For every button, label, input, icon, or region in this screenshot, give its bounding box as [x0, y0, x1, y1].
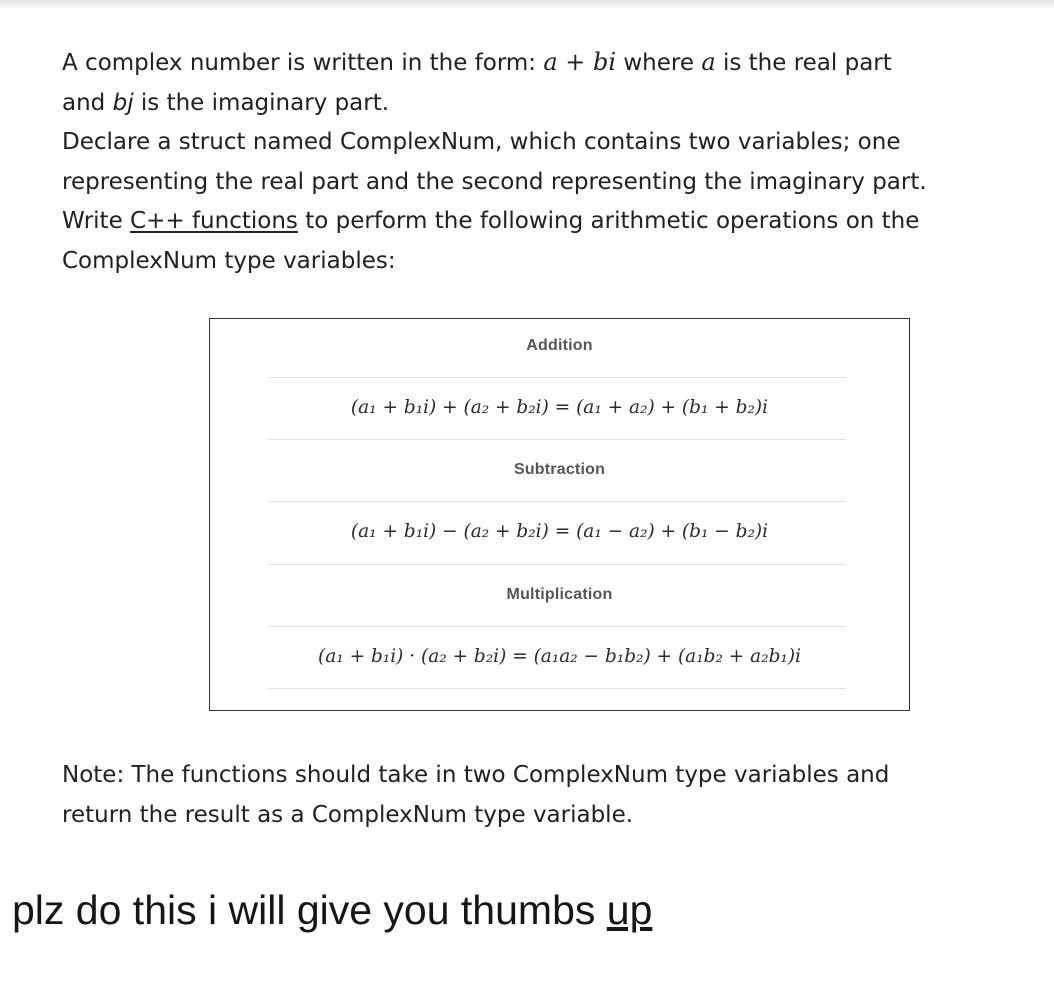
- subtraction-label: Subtraction: [513, 461, 606, 478]
- problem-text: to perform the following arithmetic operations on the: [297, 208, 920, 234]
- problem-line-3: Declare a struct named ComplexNum, which contains two variables; one: [62, 129, 901, 155]
- comment-underlined-word: up: [606, 887, 653, 933]
- divider: [268, 688, 846, 689]
- divider: [268, 501, 846, 502]
- operations-formula-box: [209, 318, 910, 711]
- note-line-1: Note: The functions should take in two ComplexNum type variables and: [62, 762, 890, 788]
- problem-text: is the imaginary part.: [133, 89, 390, 116]
- divider: [268, 439, 846, 440]
- problem-text: Write: [62, 208, 131, 234]
- divider: [268, 626, 846, 627]
- note: [62, 755, 1047, 835]
- addition-label: Addition: [526, 337, 593, 354]
- problem-line-2: [62, 84, 1047, 124]
- top-edge-shadow: [0, 0, 1054, 10]
- problem-statement: [62, 43, 1047, 281]
- cpp-functions-link[interactable]: C++ functions: [130, 208, 298, 234]
- problem-text: where: [616, 50, 702, 76]
- multiplication-label: Multiplication: [506, 586, 613, 603]
- user-comment: [12, 887, 652, 934]
- complex-form-formula: a + bi: [543, 48, 617, 76]
- divider: [268, 377, 846, 378]
- problem-line-4: representing the real part and the second representing the imaginary part.: [62, 168, 927, 195]
- problem-line-6: ComplexNum type variables:: [62, 247, 396, 274]
- comment-text: plz do this i will give you thumbs: [12, 887, 607, 933]
- note-line-2: return the result as a ComplexNum type variable.: [62, 802, 634, 828]
- subtraction-formula: (a₁ + b₁i) − (a₂ + b₂i) = (a₁ − a₂) + (b₁ − b₂)i: [350, 521, 769, 542]
- real-part-variable: a: [701, 48, 716, 76]
- problem-line-1: [62, 43, 1047, 84]
- problem-text: is the real part: [715, 50, 892, 76]
- problem-text: A complex number is written in the form:: [62, 50, 544, 76]
- problem-text: and: [62, 89, 113, 116]
- imaginary-part-variable: bj: [112, 89, 134, 116]
- divider: [268, 564, 846, 565]
- addition-formula: (a₁ + b₁i) + (a₂ + b₂i) = (a₁ + a₂) + (b₁ + b₂)i: [350, 397, 769, 418]
- multiplication-formula: (a₁ + b₁i) · (a₂ + b₂i) = (a₁a₂ − b₁b₂) + (a₁b₂ + a₂b₁)i: [318, 646, 801, 667]
- problem-line-5: [62, 202, 1047, 242]
